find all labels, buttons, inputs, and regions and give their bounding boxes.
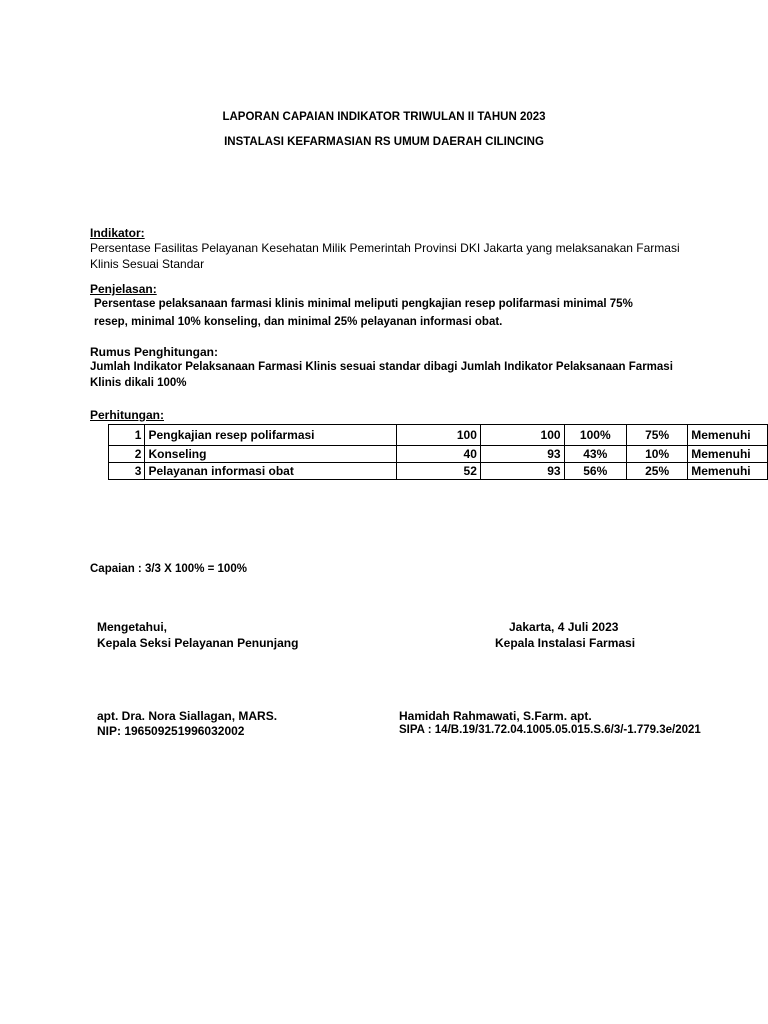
row-denominator: 93 (480, 463, 564, 480)
rumus-line-2: Klinis dikali 100% (90, 377, 187, 389)
row-target: 10% (626, 446, 687, 463)
row-numerator: 100 (397, 425, 481, 446)
perhitungan-label: Perhitungan: (90, 408, 164, 422)
row-percent: 100% (564, 425, 626, 446)
indikator-label: Indikator: (90, 226, 145, 240)
right-signature-position: Kepala Instalasi Farmasi (495, 636, 636, 650)
penjelasan-label: Penjelasan: (90, 282, 157, 296)
rumus-line-1: Jumlah Indikator Pelaksanaan Farmasi Klinis sesuai standar dibagi Jumlah Indikator Pelaksanaan Farmasi (90, 361, 673, 373)
row-status: Memenuhi (688, 425, 768, 446)
penjelasan-line-2: resep, minimal 10% konseling, dan minimal 25% pelayanan informasi obat. (94, 316, 503, 328)
left-signature-greeting: Mengetahui, (97, 620, 168, 634)
row-target: 75% (626, 425, 687, 446)
row-item: Pelayanan informasi obat (145, 463, 397, 480)
penjelasan-line-1: Persentase pelaksanaan farmasi klinis minimal meliputi pengkajian resep polifarmasi minimal 75% (94, 298, 633, 310)
left-signature-nip: NIP: 196509251996032002 (97, 724, 245, 738)
left-signature-name: apt. Dra. Nora Siallagan, MARS. (97, 709, 278, 723)
rumus-label: Rumus Penghitungan: (90, 345, 218, 359)
row-percent: 56% (564, 463, 626, 480)
row-denominator: 93 (480, 446, 564, 463)
perhitungan-table (108, 424, 768, 480)
table-row (109, 425, 768, 446)
row-numerator: 40 (397, 446, 481, 463)
report-title: LAPORAN CAPAIAN INDIKATOR TRIWULAN II TAHUN 2023 (222, 111, 546, 123)
left-signature-position: Kepala Seksi Pelayanan Penunjang (97, 636, 299, 650)
report-subtitle: INSTALASI KEFARMASIAN RS UMUM DAERAH CILINCING (224, 136, 544, 148)
row-target: 25% (626, 463, 687, 480)
right-signature-date: Jakarta, 4 Juli 2023 (509, 620, 619, 634)
row-status: Memenuhi (688, 463, 768, 480)
capaian-summary: Capaian : 3/3 X 100% = 100% (90, 563, 247, 575)
right-signature-sipa: SIPA : 14/B.19/31.72.04.1005.05.015.S.6/3/-1.779.3e/2021 (399, 724, 701, 736)
row-numerator: 52 (397, 463, 481, 480)
row-number: 1 (109, 425, 145, 446)
row-number: 2 (109, 446, 145, 463)
table-row (109, 463, 768, 480)
row-denominator: 100 (480, 425, 564, 446)
table-row (109, 446, 768, 463)
row-percent: 43% (564, 446, 626, 463)
indikator-text: Persentase Fasilitas Pelayanan Kesehatan Milik Pemerintah Provinsi DKI Jakarta yang melaksanakan Farmasi Klinis Sesuai Standar (90, 241, 680, 271)
right-signature-name: Hamidah Rahmawati, S.Farm. apt. (399, 709, 592, 723)
row-item: Konseling (145, 446, 397, 463)
row-item: Pengkajian resep polifarmasi (145, 425, 397, 446)
row-number: 3 (109, 463, 145, 480)
row-status: Memenuhi (688, 446, 768, 463)
